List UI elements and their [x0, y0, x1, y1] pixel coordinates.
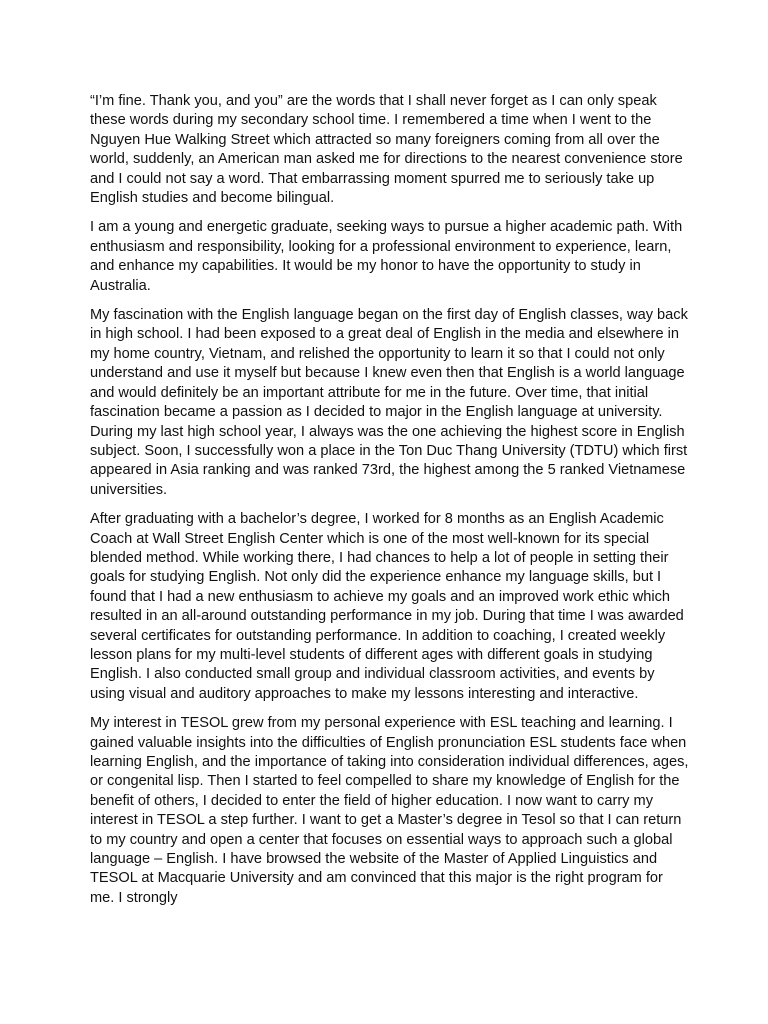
- paragraph-work-experience: After graduating with a bachelor’s degree, I worked for 8 months as an English Academic Coach at Wall Street English Center which is one of the most well-known for its special blended method. While working there, I had chances to help a lot of people in setting their goals for studying English. Not only did the experience enhance my language skills, but I found that I had a new enthusiasm to achieve my goals and an improved work ethic which resulted in an all-around outstanding performance in my job. During that time I was awarded several certificates for outstanding performance. In addition to coaching, I created weekly lesson plans for my multi-level students of different ages with different goals in studying English. I also conducted small group and individual classroom activities, and events by using visual and auditory approaches to make my lessons interesting and interactive.: [90, 511, 684, 702]
- paragraph-goals: I am a young and energetic graduate, seeking ways to pursue a higher academic path. With enthusiasm and responsibility, looking for a professional environment to experience, learn, and enhance my capabilities. It would be my honor to have the opportunity to study in Australia.: [90, 219, 683, 294]
- document-page: [90, 92, 690, 918]
- paragraph-tesol-interest: My interest in TESOL grew from my personal experience with ESL teaching and learning. I gained valuable insights into the difficulties of English pronunciation ESL students face when learning English, and the importance of taking into consideration individual differences, ages, or congenital lisp. Then I started to feel compelled to share my knowledge of English for the benefit of others, I decided to enter the field of higher education. I now want to carry my interest in TESOL a step further. I want to get a Master’s degree in Tesol so that I can return to my country and open a center that focuses on essential ways to approach such a global language – English. I have browsed the website of the Master of Applied Linguistics and TESOL at Macquarie University and am convinced that this major is the right program for me. I strongly: [90, 715, 689, 906]
- paragraph-fascination: My fascination with the English language began on the first day of English classes, way back in high school. I had been exposed to a great deal of English in the media and elsewhere in my home country, Vietnam, and relished the opportunity to learn it so that I could not only understand and use it myself but because I knew even then that English is a world language and would definitely be an important attribute for me in the future. Over time, that initial fascination became a passion as I decided to major in the English language at university. During my last high school year, I always was the one achieving the highest score in English subject. Soon, I successfully won a place in the Ton Duc Thang University (TDTU) which first appeared in Asia ranking and was ranked 73rd, the highest among the 5 ranked Vietnamese universities.: [90, 307, 688, 498]
- paragraph-intro: “I’m fine. Thank you, and you” are the words that I shall never forget as I can only speak these words during my secondary school time. I remembered a time when I went to the Nguyen Hue Walking Street which attracted so many foreigners coming from all over the world, suddenly, an American man asked me for directions to the nearest convenience store and I could not say a word. That embarrassing moment spurred me to seriously take up English studies and become bilingual.: [90, 93, 683, 207]
